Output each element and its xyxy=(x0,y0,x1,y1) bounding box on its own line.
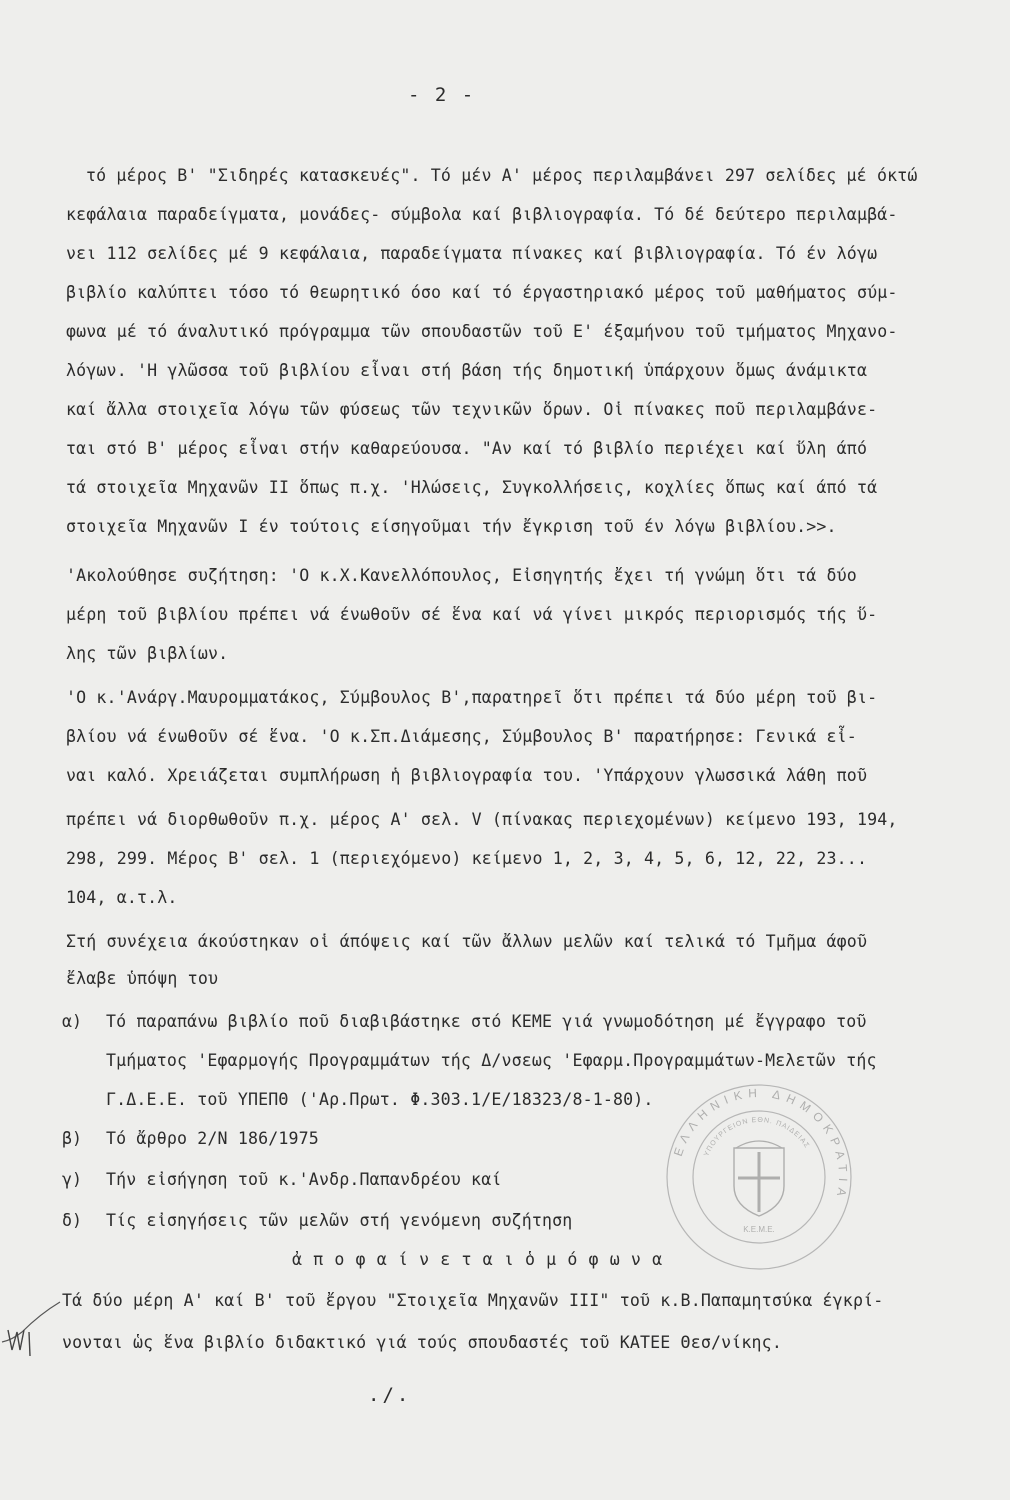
body-line: τά στοιχεῖα Μηχανῶν ΙΙ ὅπως π.χ. 'Ηλώσεις, Συγκολλήσεις, κοχλίες ὅπως καί άπό τά xyxy=(66,478,878,497)
item-label: α) xyxy=(62,1012,82,1031)
page-number: - 2 - xyxy=(408,84,476,106)
continuation-mark: ./. xyxy=(368,1384,412,1406)
body-line: ἔλαβε ὑπόψη του xyxy=(66,969,219,988)
body-line: ται στό Β' μέρος εἶναι στήν καθαρεύουσα. "Αν καί τό βιβλίο περιέχει καί ὕλη άπό xyxy=(66,439,868,458)
svg-text:ΕΛΛΗΝΙΚΗ ΔΗΜΟΚΡΑΤΙΑ xyxy=(671,1086,850,1203)
body-line: μέρη τοῦ βιβλίου πρέπει νά ένωθοῦν σέ ἕνα καί νά γίνει μικρός περιορισμός τής ὕ- xyxy=(66,605,878,624)
item-line: Γ.Δ.Ε.Ε. τοῦ ΥΠΕΠΘ ('Αρ.Πρωτ. Φ.303.1/Ε/18323/8-1-80). xyxy=(106,1090,654,1109)
item-line: Τήν εἰσήγηση τοῦ κ.'Ανδρ.Παπανδρέου καί xyxy=(106,1170,502,1189)
body-line: πρέπει νά διορθωθοῦν π.χ. μέρος Α' σελ. V (πίνακας περιεχομένων) κείμενο 193, 194, xyxy=(66,810,898,829)
body-line: κεφάλαια παραδείγματα, μονάδες- σύμβολα καί βιβλιογραφία. Τό δέ δεύτερο περιλαμβά- xyxy=(66,205,898,224)
body-line: φωνα μέ τό άναλυτικό πρόγραμμα τῶν σπουδαστῶν τοῦ Ε' έξαμήνου τοῦ τμήματος Μηχανο- xyxy=(66,322,898,341)
body-line: 'Ο κ.'Ανάργ.Μαυρομματάκος, Σύμβουλος Β',παρατηρεῖ ὅτι πρέπει τά δύο μέρη τοῦ βι- xyxy=(66,688,878,707)
body-line: λης τῶν βιβλίων. xyxy=(66,644,229,663)
stamp-bottom-text: Κ.Ε.Μ.Ε. xyxy=(743,1225,775,1234)
closing-line: νονται ὡς ἕνα βιβλίο διδακτικό γιά τούς σπουδαστές τοῦ ΚΑΤΕΕ Θεσ/νίκης. xyxy=(62,1333,782,1352)
decision-heading: ἀ π ο φ α ί ν ε τ α ι ὁ μ ό φ ω ν α xyxy=(292,1250,663,1269)
item-label: β) xyxy=(62,1129,82,1148)
item-label: γ) xyxy=(62,1170,82,1189)
body-line: στοιχεῖα Μηχανῶν Ι έν τούτοις είσηγοῦμαι τήν ἔγκριση τοῦ έν λόγω βιβλίου.>>. xyxy=(66,517,837,536)
coat-of-arms-icon xyxy=(734,1141,784,1216)
body-line: καί ἄλλα στοιχεῖα λόγω τῶν φύσεως τῶν τεχνικῶν ὅρων. Οἱ πίνακες ποῦ περιλαμβάνε- xyxy=(66,400,878,419)
closing-line: Τά δύο μέρη Α' καί Β' τοῦ ἔργου "Στοιχεῖα Μηχανῶν ΙΙΙ" τοῦ κ.Β.Παπαμητσύκα έγκρί- xyxy=(62,1291,884,1310)
item-label: δ) xyxy=(62,1211,82,1230)
body-line: βιβλίο καλύπτει τόσο τό θεωρητικό όσο καί τό έργαστηριακό μέρος τοῦ μαθήματος σύμ- xyxy=(66,283,898,302)
body-line: 298, 299. Μέρος Β' σελ. 1 (περιεχόμενο) κείμενο 1, 2, 3, 4, 5, 6, 12, 22, 23... xyxy=(66,849,868,868)
body-line: βλίου νά ένωθοῦν σέ ἕνα. 'Ο κ.Σπ.Διάμεσης, Σύμβουλος Β' παρατήρησε: Γενικά εἶ- xyxy=(66,727,857,746)
item-line: Τό ἄρθρο 2/Ν 186/1975 xyxy=(106,1129,319,1148)
item-line: Τμήματος 'Εφαρμογής Προγραμμάτων τής Δ/νσεως 'Εφαρμ.Προγραμμάτων-Μελετῶν τής xyxy=(106,1051,877,1070)
body-line: νει 112 σελίδες μέ 9 κεφάλαια, παραδείγματα πίνακες καί βιβλιογραφία. Τό έν λόγω xyxy=(66,244,878,263)
body-line: Στή συνέχεια άκούστηκαν οἱ άπόψεις καί τῶν ἄλλων μελῶν καί τελικά τό Τμῆμα άφοῦ xyxy=(66,932,868,951)
item-line: Τίς εἰσηγήσεις τῶν μελῶν στή γενόμενη συζήτηση xyxy=(106,1211,573,1230)
body-line: ναι καλό. Χρειάζεται συμπλήρωση ἡ βιβλιογραφία του. 'Υπάρχουν γλωσσικά λάθη ποῦ xyxy=(66,766,868,785)
body-line: 104, α.τ.λ. xyxy=(66,888,178,907)
official-stamp xyxy=(664,1082,854,1272)
stamp-inner-text: ΥΠΟΥΡΓΕΙΟΝ ΕΘΝ. ΠΑΙΔΕΙΑΣ xyxy=(703,1116,811,1158)
item-line: Τό παραπάνω βιβλίο ποῦ διαβιβάστηκε στό ΚΕΜΕ γιά γνωμοδότηση μέ ἔγγραφο τοῦ xyxy=(106,1012,867,1031)
svg-text:ΥΠΟΥΡΓΕΙΟΝ ΕΘΝ. ΠΑΙΔΕΙΑΣ xyxy=(703,1117,810,1158)
body-line: 'Ακολούθησε συζήτηση: 'Ο κ.Χ.Κανελλόπουλος, Εἰσηγητής ἔχει τή γνώμη ὅτι τά δύο xyxy=(66,566,857,585)
body-line: τό μέρος Β' "Σιδηρές κατασκευές". Τό μέν Α' μέρος περιλαμβάνει 297 σελίδες μέ όκτώ xyxy=(86,166,918,185)
handwritten-margin-mark xyxy=(0,1290,100,1370)
stamp-outer-text: ΕΛΛΗΝΙΚΗ ΔΗΜΟΚΡΑΤΙΑ xyxy=(670,1085,851,1204)
body-line: λόγων. 'Η γλῶσσα τοῦ βιβλίου εἶναι στή βάση τής δημοτική ὑπάρχουν ὅμως άνάμικτα xyxy=(66,361,868,380)
